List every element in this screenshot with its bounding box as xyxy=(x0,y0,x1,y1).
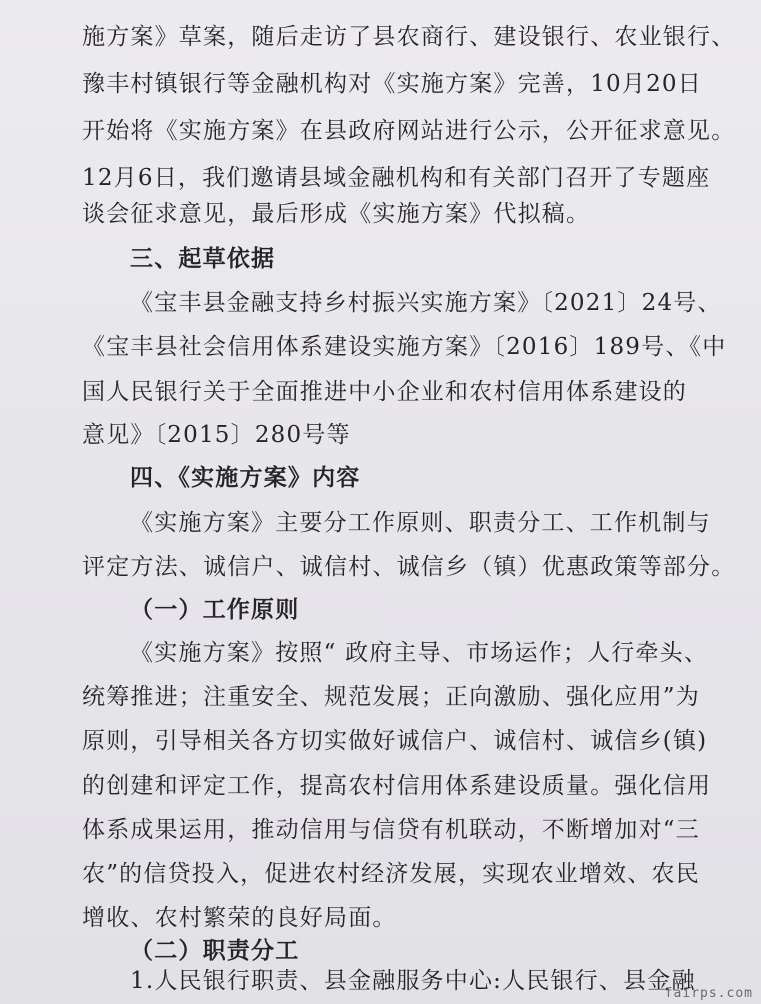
section-heading: 四、《实施方案》内容 xyxy=(130,464,361,491)
subsection-heading: （二）职责分工 xyxy=(130,937,300,964)
body-line: 施方案》草案，随后走访了县农商行、建设银行、农业银行、 xyxy=(82,24,736,50)
body-line: 开始将《实施方案》在县政府网站进行公示，公开征求意见。 xyxy=(82,118,736,144)
body-line: 农”的信贷投入，促进农村经济发展，实现农业增效、农民 xyxy=(82,861,700,887)
body-line: 统筹推进；注重安全、规范发展；正向激励、强化应用”为 xyxy=(82,684,700,710)
body-line: 原则，引导相关各方切实做好诚信户、诚信村、诚信乡(镇) xyxy=(82,728,708,754)
body-line: 谈会征求意见，最后形成《实施方案》代拟稿。 xyxy=(82,201,591,227)
section-heading: 三、起草依据 xyxy=(130,245,276,272)
body-line: 《宝丰县社会信用体系建设实施方案》〔2016〕189号、《中 xyxy=(82,334,727,360)
body-line: 《宝丰县金融支持乡村振兴实施方案》〔2021〕24号、 xyxy=(130,290,722,316)
body-line: 的创建和评定工作，提高农村信用体系建设质量。强化信用 xyxy=(82,773,712,799)
body-line: 12月6日，我们邀请县域金融机构和有关部门召开了专题座 xyxy=(82,165,711,191)
body-line: 增收、农村繁荣的良好局面。 xyxy=(82,905,397,931)
subsection-heading: （一）工作原则 xyxy=(130,596,300,623)
body-line: 意见》〔2015〕280号等 xyxy=(82,422,351,448)
body-line: 评定方法、诚信户、诚信村、诚信乡（镇）优惠政策等部分。 xyxy=(82,554,736,580)
body-line: 《实施方案》主要分工作原则、职责分工、工作机制与 xyxy=(130,510,711,536)
watermark: fairps.com xyxy=(664,986,753,1001)
body-line: 国人民银行关于全面推进中小企业和农村信用体系建设的 xyxy=(82,379,687,405)
body-line: 1.人民银行职责、县金融服务中心:人民银行、县金融 xyxy=(130,968,696,994)
body-line: 体系成果运用，推动信用与信贷有机联动，不断增加对“三 xyxy=(82,817,700,843)
body-line: 《实施方案》按照“ 政府主导、市场运作；人行牵头、 xyxy=(130,640,709,666)
body-line: 豫丰村镇银行等金融机构对《实施方案》完善，10月20日 xyxy=(82,71,702,97)
